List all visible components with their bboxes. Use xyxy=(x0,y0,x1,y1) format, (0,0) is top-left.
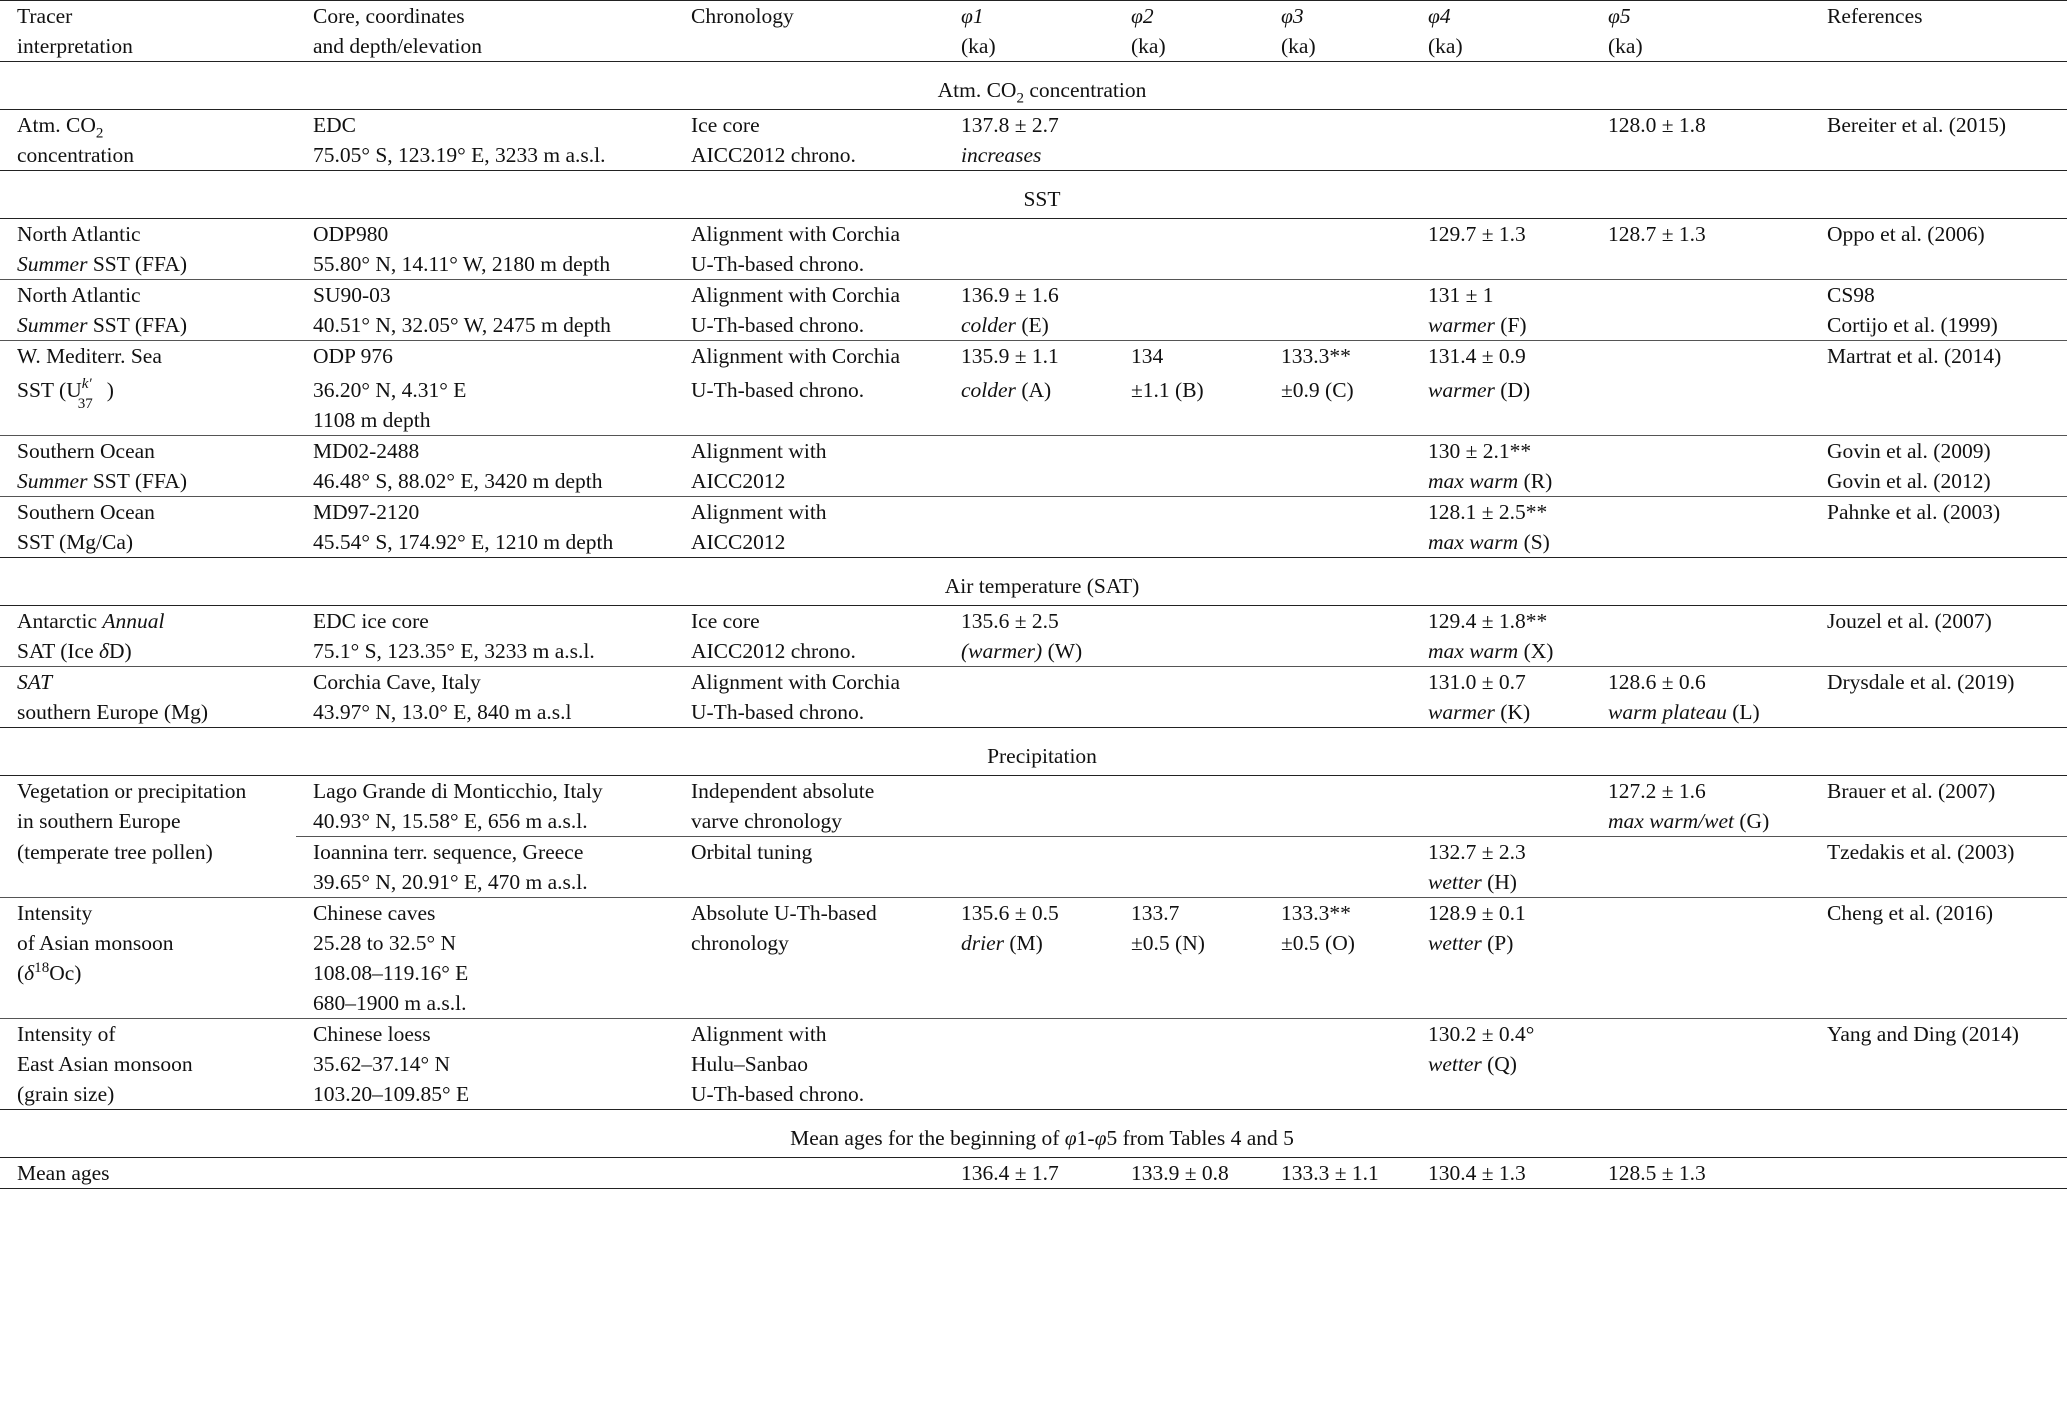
cell-phi5 xyxy=(1591,606,1810,667)
cell-phi4: 131.4 ± 0.9 warmer (D) xyxy=(1411,341,1591,436)
cell-phi1: 135.6 ± 2.5 (warmer) (W) xyxy=(961,609,1083,663)
cell-phi4 xyxy=(1411,110,1591,171)
cell-tracer: Southern Ocean SST (Mg/Ca) xyxy=(0,497,296,558)
cell-phi2 xyxy=(1114,667,1264,728)
cell-reference: Govin et al. (2009) Govin et al. (2012) xyxy=(1810,436,2067,497)
table-row xyxy=(0,497,2067,558)
cell-core: MD97-2120 45.54° S, 174.92° E, 1210 m depth xyxy=(296,497,674,558)
cell-phi3 xyxy=(1264,776,1411,837)
section-title: Mean ages for the beginning of φ1-φ5 from Tables 4 and 5 xyxy=(790,1126,1294,1150)
section-sat xyxy=(0,558,2067,606)
cell-phi5 xyxy=(1591,837,1810,898)
cell-phi1: 135.6 ± 0.5 drier (M) xyxy=(944,898,1114,1019)
section-co2 xyxy=(0,62,2067,110)
table-row xyxy=(0,1019,2067,1110)
cell-reference: Tzedakis et al. (2003) xyxy=(1810,837,2067,898)
cell-phi4: 130.4 ± 1.3 xyxy=(1411,1158,1591,1189)
cell-phi4 xyxy=(1411,776,1591,837)
cell-phi2 xyxy=(1114,1019,1264,1110)
cell-chronology: Alignment with Corchia U-Th-based chrono. xyxy=(674,341,944,436)
cell-phi5 xyxy=(1591,898,1810,1019)
cell-chronology: Alignment with Hulu–Sanbao U-Th-based chrono. xyxy=(674,1019,944,1110)
cell-phi4: 131 ± 1 warmer (F) xyxy=(1411,280,1591,341)
cell-reference: Yang and Ding (2014) xyxy=(1810,1019,2067,1110)
cell-phi4: 128.1 ± 2.5** max warm (S) xyxy=(1411,497,1591,558)
cell-phi4: 131.0 ± 0.7 warmer (K) xyxy=(1411,667,1591,728)
cell-core: ODP 976 36.20° N, 4.31° E 1108 m depth xyxy=(296,341,674,436)
cell-reference: Brauer et al. (2007) xyxy=(1827,779,1996,803)
cell-phi2 xyxy=(1114,497,1264,558)
table-row xyxy=(0,341,2067,436)
cell-tracer: Antarctic Annual SAT (Ice δD) xyxy=(17,609,165,663)
cell-tracer: Mean ages xyxy=(0,1158,296,1189)
cell-phi5: 128.7 ± 1.3 xyxy=(1608,222,1706,246)
header-phi3: φ3 (ka) xyxy=(1264,1,1411,62)
cell-phi4: 132.7 ± 2.3 wetter (H) xyxy=(1411,837,1591,898)
cell-phi2 xyxy=(1114,837,1264,898)
cell-phi4: 129.7 ± 1.3 xyxy=(1428,222,1526,246)
cell-chronology: Ice core AICC2012 chrono. xyxy=(691,609,856,663)
cell-phi2 xyxy=(1114,219,1264,280)
header-phi2: φ2 (ka) xyxy=(1114,1,1264,62)
cell-phi1 xyxy=(944,667,1114,728)
cell-phi4: 128.9 ± 0.1 wetter (P) xyxy=(1411,898,1591,1019)
cell-chronology: Absolute U-Th-based chronology xyxy=(674,898,944,1019)
cell-phi3 xyxy=(1264,497,1411,558)
cell-core: Chinese loess 35.62–37.14° N 103.20–109.85° E xyxy=(296,1019,674,1110)
cell-reference: Pahnke et al. (2003) xyxy=(1810,497,2067,558)
cell-tracer: Intensity of East Asian monsoon (grain size) xyxy=(0,1019,296,1110)
cell-phi2 xyxy=(1114,280,1264,341)
cell-chronology: Independent absolute varve chronology xyxy=(691,779,875,833)
cell-chronology xyxy=(674,1158,944,1189)
cell-phi5 xyxy=(1591,436,1810,497)
cell-phi5: 128.6 ± 0.6 warm plateau (L) xyxy=(1591,667,1810,728)
table-row xyxy=(0,436,2067,497)
cell-tracer: North Atlantic Summer SST (FFA) xyxy=(0,280,296,341)
cell-chronology: Alignment with Corchia U-Th-based chrono. xyxy=(674,667,944,728)
header-chronology: Chronology xyxy=(674,1,944,62)
cell-reference: Oppo et al. (2006) xyxy=(1827,222,1985,246)
cell-tracer: Vegetation or precipitation in southern Europe xyxy=(17,779,247,833)
cell-tracer: (temperate tree pollen) xyxy=(17,839,213,864)
cell-phi4: 129.4 ± 1.8** max warm (X) xyxy=(1428,609,1554,663)
cell-phi3 xyxy=(1264,110,1411,171)
table-row xyxy=(0,837,2067,898)
section-title: Air temperature (SAT) xyxy=(944,574,1140,598)
cell-phi3 xyxy=(1264,606,1411,667)
header-tracer: Tracer interpretation xyxy=(0,1,296,62)
section-title: SST xyxy=(1023,187,1061,211)
cell-tracer: SAT southern Europe (Mg) xyxy=(0,667,296,728)
header-phi5: φ5 (ka) xyxy=(1591,1,1810,62)
section-title: Atm. $CO_2$ concentration xyxy=(937,78,1147,107)
header-row xyxy=(0,1,2067,62)
cell-phi3: 133.3** ±0.5 (O) xyxy=(1264,898,1411,1019)
table-row xyxy=(0,606,2067,667)
cell-phi3 xyxy=(1264,837,1411,898)
cell-phi1 xyxy=(944,1019,1114,1110)
cell-phi1 xyxy=(944,776,1114,837)
cell-core: ODP980 55.80° N, 14.11° W, 2180 m depth xyxy=(313,222,611,276)
cell-phi1 xyxy=(944,497,1114,558)
cell-phi5: 127.2 ± 1.6 max warm/wet (G) xyxy=(1608,779,1770,833)
cell-core: Corchia Cave, Italy 43.97° N, 13.0° E, 840 m a.s.l xyxy=(296,667,674,728)
section-mean xyxy=(0,1110,2067,1158)
cell-phi2 xyxy=(1114,606,1264,667)
cell-reference: Jouzel et al. (2007) xyxy=(1827,609,1992,633)
cell-reference: Drysdale et al. (2019) xyxy=(1810,667,2067,728)
cell-tracer: North Atlantic Summer SST (FFA) xyxy=(17,222,188,276)
header-references: References xyxy=(1810,1,2067,62)
cell-reference: Bereiter et al. (2015) xyxy=(1827,113,2007,137)
cell-phi2 xyxy=(1114,776,1264,837)
cell-reference: Martrat et al. (2014) xyxy=(1810,341,2067,436)
cell-phi5 xyxy=(1591,280,1810,341)
cell-phi4: 130.2 ± 0.4° wetter (Q) xyxy=(1411,1019,1591,1110)
cell-phi3 xyxy=(1264,1019,1411,1110)
cell-phi5 xyxy=(1591,497,1810,558)
cell-core: MD02-2488 46.48° S, 88.02° E, 3420 m depth xyxy=(296,436,674,497)
cell-phi3: 133.3** ±0.9 (C) xyxy=(1264,341,1411,436)
table-row xyxy=(0,110,2067,171)
cell-core: Lago Grande di Monticchio, Italy 40.93° N, 15.58° E, 656 m a.s.l. xyxy=(313,779,603,833)
cell-chronology: Alignment with AICC2012 xyxy=(674,497,944,558)
cell-phi1: 136.4 ± 1.7 xyxy=(944,1158,1114,1189)
cell-core: Chinese caves 25.28 to 32.5° N 108.08–119.16° E 680–1900 m a.s.l. xyxy=(296,898,674,1019)
cell-reference: CS98 Cortijo et al. (1999) xyxy=(1810,280,2067,341)
header-phi4: φ4 (ka) xyxy=(1411,1,1591,62)
cell-phi3 xyxy=(1264,667,1411,728)
cell-phi1: 137.8 ± 2.7 increases xyxy=(961,113,1059,167)
cell-tracer: W. Mediterr. Sea SST $(U_{k'37})$ xyxy=(0,341,296,436)
cell-phi2 xyxy=(1114,110,1264,171)
cell-chronology: Alignment with Corchia U-Th-based chrono. xyxy=(691,222,900,276)
cell-core: SU90-03 40.51° N, 32.05° W, 2475 m depth xyxy=(296,280,674,341)
cell-phi2: 133.7 ±0.5 (N) xyxy=(1114,898,1264,1019)
cell-phi3: 133.3 ± 1.1 xyxy=(1264,1158,1411,1189)
section-precipitation xyxy=(0,728,2067,776)
cell-phi1 xyxy=(944,219,1114,280)
header-core: Core, coordinates and depth/elevation xyxy=(296,1,674,62)
table-row xyxy=(0,898,2067,1019)
cell-phi3 xyxy=(1264,219,1411,280)
header-phi1: φ1 (ka) xyxy=(944,1,1114,62)
cell-phi2: 133.9 ± 0.8 xyxy=(1114,1158,1264,1189)
cell-reference: Cheng et al. (2016) xyxy=(1810,898,2067,1019)
cell-reference xyxy=(1810,1158,2067,1189)
cell-phi5: 128.0 ± 1.8 xyxy=(1608,113,1706,137)
cell-phi4: 130 ± 2.1** max warm (R) xyxy=(1411,436,1591,497)
cell-phi2 xyxy=(1114,436,1264,497)
cell-phi5 xyxy=(1591,341,1810,436)
cell-phi5 xyxy=(1591,1019,1810,1110)
section-sst xyxy=(0,171,2067,219)
cell-phi1 xyxy=(944,436,1114,497)
cell-chronology: Orbital tuning xyxy=(674,837,944,898)
section-title: Precipitation xyxy=(987,744,1097,768)
cell-phi1 xyxy=(944,837,1114,898)
cell-phi1: 136.9 ± 1.6 colder (E) xyxy=(944,280,1114,341)
cell-chronology: Ice core AICC2012 chrono. xyxy=(691,113,856,167)
cell-tracer: Atm. $CO_2$ concentration xyxy=(17,113,135,167)
table-row xyxy=(0,219,2067,280)
cell-core: EDC 75.05° S, 123.19° E, 3233 m a.s.l. xyxy=(313,113,606,167)
cell-phi2: 134 ±1.1 (B) xyxy=(1114,341,1264,436)
cell-core xyxy=(296,1158,674,1189)
table-row xyxy=(0,280,2067,341)
cell-phi3 xyxy=(1264,280,1411,341)
cell-tracer: Intensity of Asian monsoon $(\delta^{18}Oc)$ xyxy=(0,898,296,1019)
table-row-mean xyxy=(0,1158,2067,1189)
cell-tracer: Southern Ocean Summer SST (FFA) xyxy=(0,436,296,497)
cell-phi3 xyxy=(1264,436,1411,497)
cell-chronology: Alignment with Corchia U-Th-based chrono. xyxy=(674,280,944,341)
cell-phi1: 135.9 ± 1.1 colder (A) xyxy=(944,341,1114,436)
table-row xyxy=(0,667,2067,728)
table-row xyxy=(0,776,2067,837)
cell-phi5: 128.5 ± 1.3 xyxy=(1591,1158,1810,1189)
cell-chronology: Alignment with AICC2012 xyxy=(674,436,944,497)
cell-core: Ioannina terr. sequence, Greece 39.65° N, 20.91° E, 470 m a.s.l. xyxy=(296,837,674,898)
cell-core: EDC ice core 75.1° S, 123.35° E, 3233 m a.s.l. xyxy=(313,609,595,663)
